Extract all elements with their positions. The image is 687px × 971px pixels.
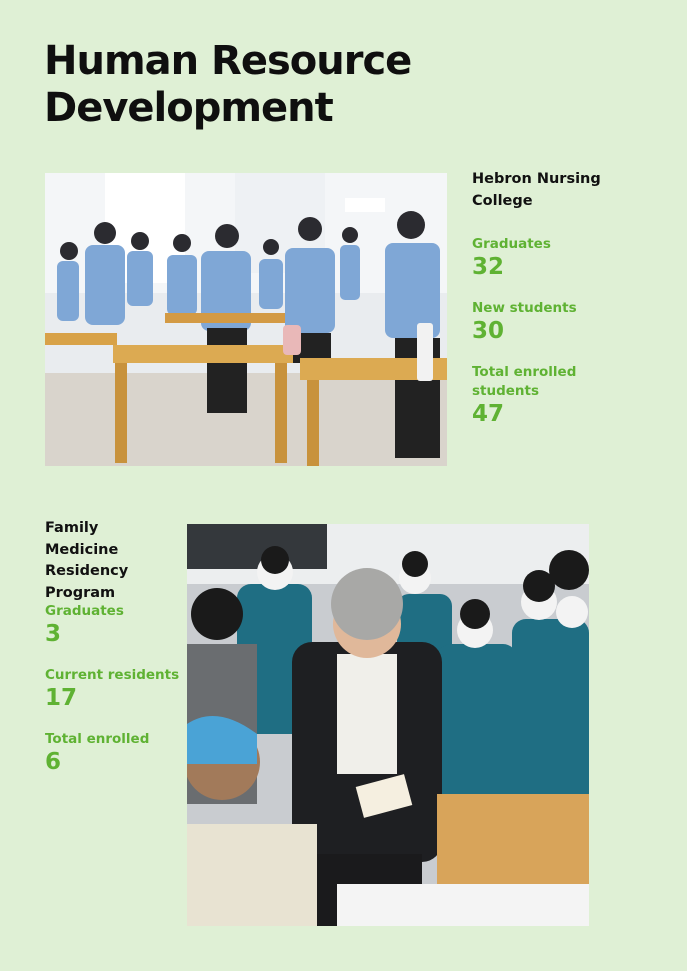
residency-bedside-photo: [187, 524, 589, 926]
nursing-stat-new-students: [472, 299, 612, 344]
stat-value: 17: [45, 685, 78, 711]
stat-label: Total enrolled: [45, 731, 150, 747]
stat-label: New students: [472, 300, 577, 316]
nursing-classroom-photo: [45, 173, 447, 466]
residency-stat-total-enrolled: [45, 730, 180, 775]
residency-stat-current-residents: [45, 666, 180, 711]
stat-label: Current residents: [45, 667, 180, 683]
nursing-college-heading: Hebron Nursing College: [472, 171, 601, 209]
stat-value: 3: [45, 621, 62, 647]
stat-label: Total enrolled students: [472, 364, 577, 399]
stat-value: 30: [472, 318, 505, 344]
nursing-stat-total-enrolled: [472, 363, 582, 427]
stat-value: 32: [472, 254, 505, 280]
residency-stat-graduates: [45, 602, 180, 647]
page-title: Human Resource Development: [44, 38, 412, 131]
stat-value: 47: [472, 401, 505, 427]
nursing-stat-graduates: [472, 235, 612, 280]
stat-label: Graduates: [472, 236, 551, 252]
stat-value: 6: [45, 749, 62, 775]
stat-label: Graduates: [45, 603, 124, 619]
residency-program-heading: Family Medicine Residency Program: [45, 520, 129, 601]
